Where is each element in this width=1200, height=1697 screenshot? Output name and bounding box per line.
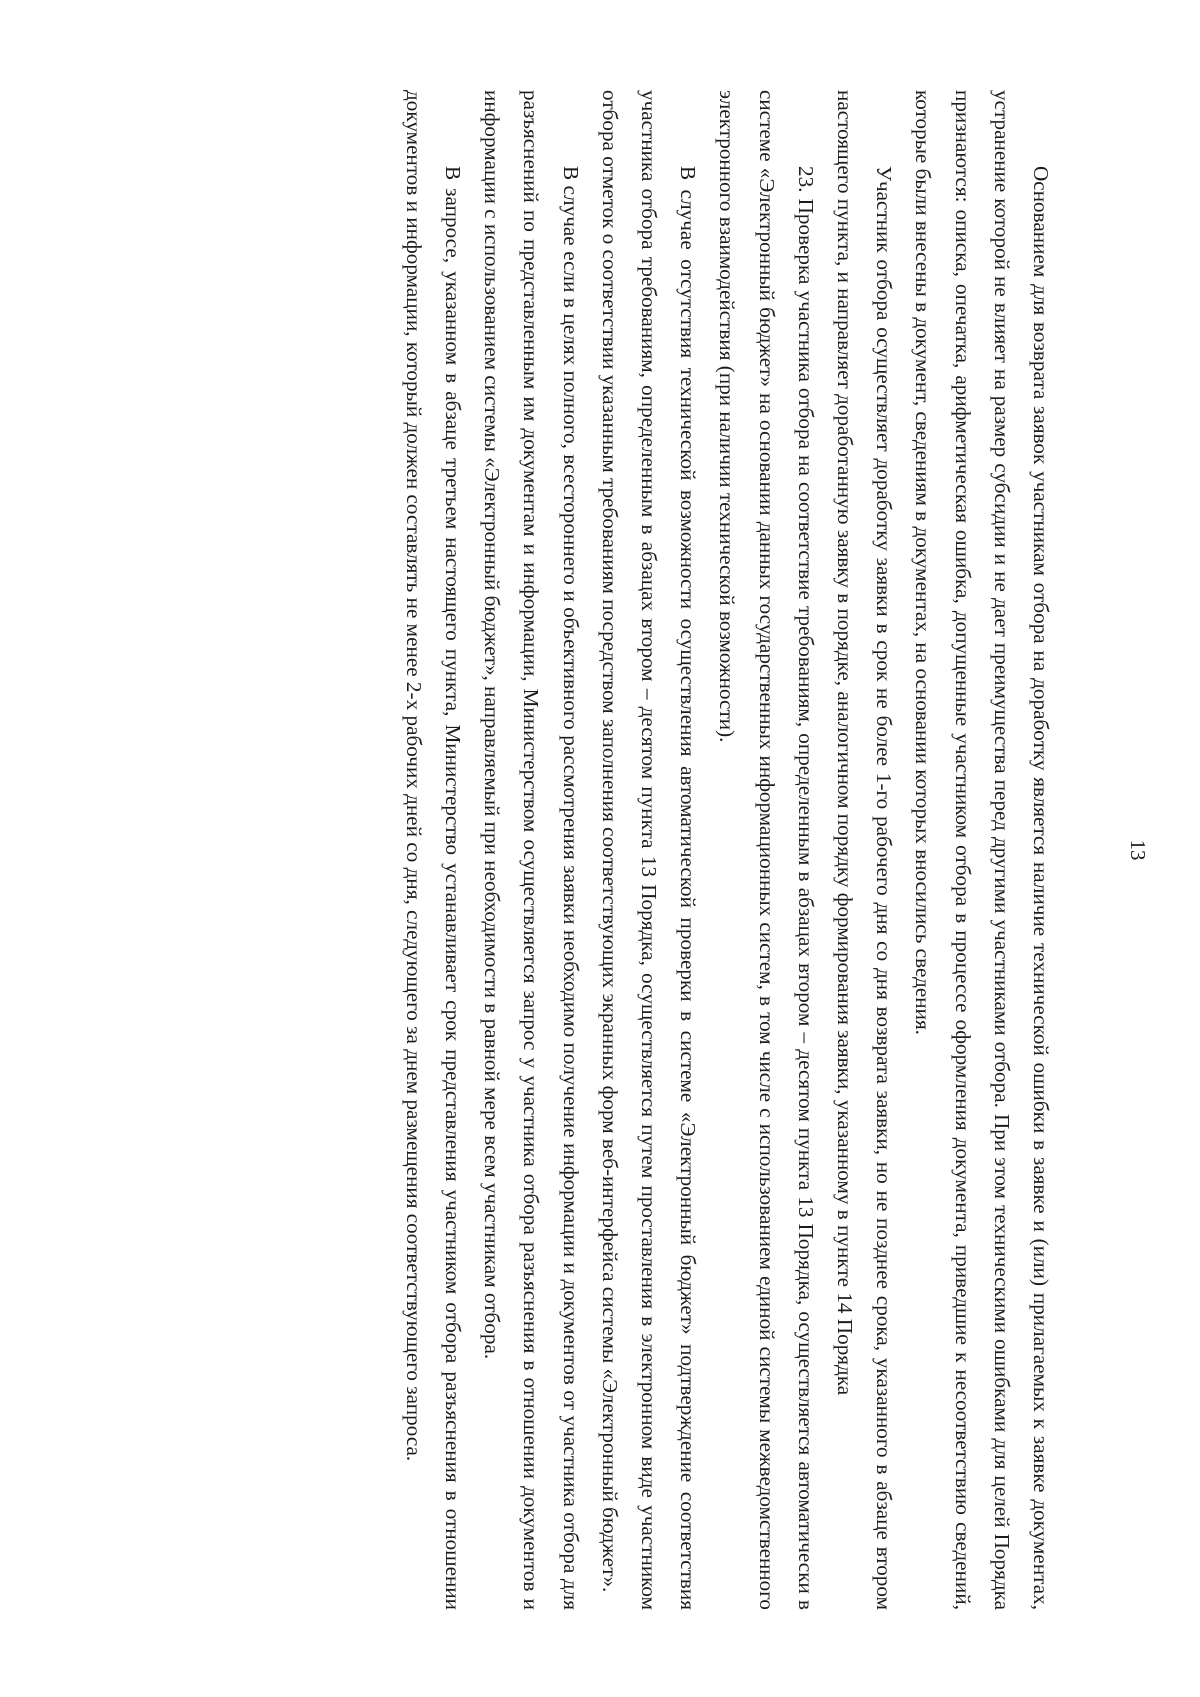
document-body xyxy=(394,90,1060,1610)
rotated-page-content xyxy=(170,90,1150,1610)
paragraph-return-grounds: Основанием для возврата заявок участникам отбора на доработку является наличие технической ошибки в заявке и (или) прилагаемых к заявке документах, устранение которой не влияет на размер субсидии и не дает преимущества перед другими участниками отбора. При этом техническими ошибками для целей Порядка признаются: описка, опечатка, арифметическая ошибка, допущенные участником отбора в процессе оформления документа, приведшие к несоответствию сведений, которые были внесены в документ, сведениям в документах, на основании которых вносились сведения. xyxy=(911,90,1053,1610)
paragraph-clarification-request: В случае если в целях полного, всестороннего и объективного рассмотрения заявки необходимо получение информации и документов от участника отбора для разъяснений по представленным им документам и информации, Министерством осуществляется запрос у участника отбора разъяснения в отношении документов и информации с использованием системы «Электронный бюджет», направляемый при необходимости в равной мере всем участникам отбора. xyxy=(480,90,583,1610)
paragraph-revision-deadline: Участник отбора осуществляет доработку заявки в срок не более 1-го рабочего дня со дня возврата заявки, но не позднее срока, указанного в абзаце втором настоящего пункта, и направляет доработанную заявку в порядке, аналогичном порядку формирования заявки, указанному в пункте 14 Порядка xyxy=(832,90,897,1610)
paragraph-no-technical-possibility: В случае отсутствия технической возможности осуществления автоматической проверки в системе «Электронный бюджет» подтверждение соответствия участника отбора требованиям, определенным в абзацах втором – десятом пункта 13 Порядка, осуществляется путем проставления в электронном виде участником отбора отметок о соответствии указанным требованиям посредством заполнения соответствующих экранных форм веб-интерфейса системы «Электронный бюджет». xyxy=(597,90,701,1610)
paragraph-request-deadline: В запросе, указанном в абзаце третьем настоящего пункта, Министерство устанавливает срок представления участником отбора разъяснения в отношении документов и информации, который должен составлять не менее 2-х рабочих дней со дня, следующего за днем размещения соответствующего запроса. xyxy=(401,90,465,1610)
page-number: 13 xyxy=(1126,839,1150,861)
paragraph-clause-23-check: 23. Проверка участника отбора на соответствие требованиям, определенным в абзацах втором – десятом пункта 13 Порядка, осуществляется автоматически в системе «Электронный бюджет» на основании данных государственных информационных систем, в том числе с использованием единой системы межведомственного электронного взаимодействия (при наличии технической возможности). xyxy=(715,90,818,1610)
